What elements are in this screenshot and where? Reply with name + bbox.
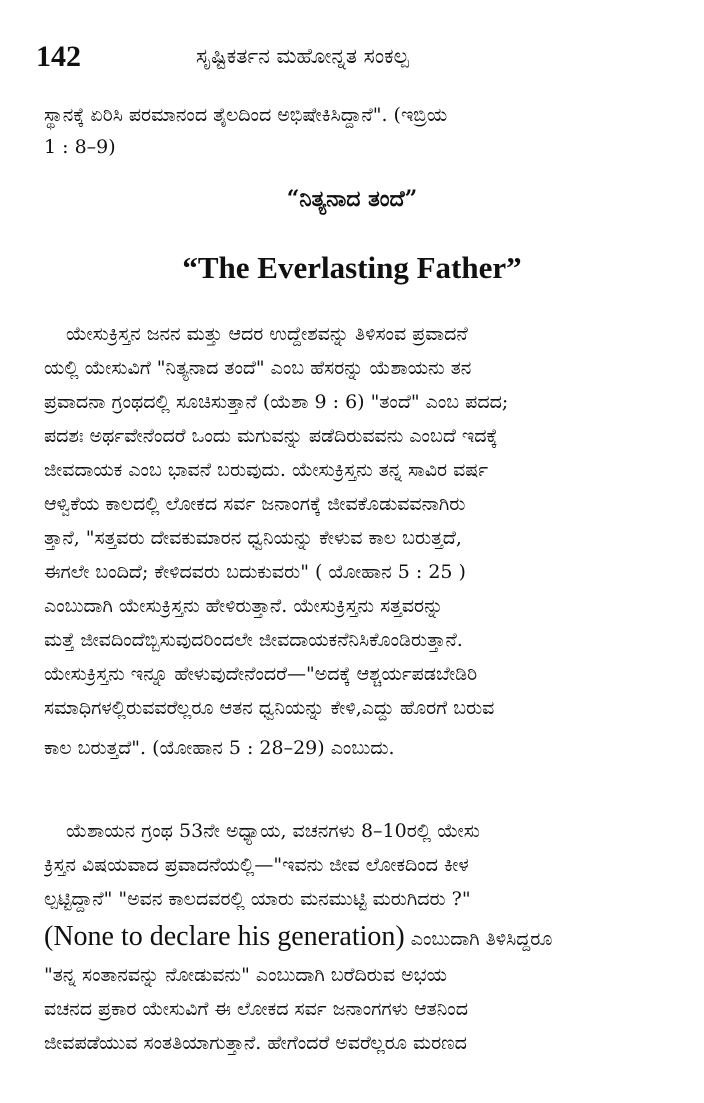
- english-inline-quote: (None to declare his generation): [44, 921, 405, 952]
- text-line: ಆಳ್ವಿಕೆಯ ಕಾಲದಲ್ಲಿ ಲೋಕದ ಸರ್ವ ಜನಾಂಗಕ್ಕೆ ಜೀವಕೊಡುವವನಾಗಿರು: [44, 493, 466, 515]
- text-line: ಕ್ರಿಸ್ತನ ವಿಷಯವಾದ ಪ್ರವಾದನೆಯಲ್ಲಿ—"ಇವನು ಜೀವ ಲೋಕದಿಂದ ಕೀಳ: [44, 854, 469, 876]
- text-line: ಲ್ಪಟ್ಟಿದ್ದಾನೆ" "ಅವನ ಕಾಲದವರಲ್ಲಿ ಯಾರು ಮನಮುಟ್ಟಿ ಮರುಗಿದರು ?": [44, 888, 471, 910]
- text-line: ಪ್ರವಾದನಾ ಗ್ರಂಥದಲ್ಲಿ ಸೂಚಿಸುತ್ತಾನೆ (ಯೆಶಾ 9 : 6) "ತಂದೆ" ಎಂಬ ಪದದ;: [44, 391, 509, 413]
- text-line: ಈಗಲೇ ಬಂದಿದೆ; ಕೇಳಿದವರು ಬದುಕುವರು" ( ಯೋಹಾನ 5 : 25 ): [44, 561, 466, 583]
- text-line: ವಚನದ ಪ್ರಕಾರ ಯೇಸುವಿಗೆ ಈ ಲೋಕದ ಸರ್ವ ಜನಾಂಗಗಳು ಆತನಿಂದ: [44, 998, 468, 1020]
- text-line: ಎಂಬುದಾಗಿ ಯೇಸುಕ್ರಿಸ್ತನು ಹೇಳಿರುತ್ತಾನೆ. ಯೇಸುಕ್ರಿಸ್ತನು ಸತ್ತವರನ್ನು: [44, 595, 444, 617]
- running-title: ಸೃಷ್ಟಿಕರ್ತನ ಮಹೋನ್ನತ ಸಂಕಲ್ಪ: [196, 44, 409, 68]
- text-line: ತ್ತಾನೆ, "ಸತ್ತವರು ದೇವಕುಮಾರನ ಧ್ವನಿಯನ್ನು ಕೇಳುವ ಕಾಲ ಬರುತ್ತದೆ,: [44, 527, 462, 549]
- section-heading-english: “The Everlasting Father”: [182, 250, 522, 285]
- text-line: 1 : 8–9): [44, 136, 116, 158]
- text-line-mixed: [44, 920, 664, 956]
- text-line: ಯಲ್ಲಿ ಯೇಸುವಿಗೆ "ನಿತ್ಯನಾದ ತಂದೆ" ಎಂಬ ಹೆಸರನ್ನು ಯೆಶಾಯನು ತನ: [44, 357, 472, 379]
- text-line: ಪದಶಃ ಅರ್ಥವೇನೆಂದರೆ ಒಂದು ಮಗುವನ್ನು ಪಡೆದಿರುವವನು ಎಂಬದೆ ಇದಕ್ಕೆ: [44, 425, 498, 447]
- text-line: ಯೇಸುಕ್ರಿಸ್ತನು ಇನ್ನೂ ಹೇಳುವುದೇನೆಂದರೆ—"ಅದಕ್ಕೆ ಆಶ್ಚರ್ಯಪಡಬೇಡಿರಿ: [44, 663, 478, 685]
- page-number: 142: [36, 40, 81, 73]
- text-line: ಯೇಸುಕ್ರಿಸ್ತನ ಜನನ ಮತ್ತು ಆದರ ಉದ್ದೇಶವನ್ನು ತಿಳಿಸಂವ ಪ್ರವಾದನೆ: [66, 323, 468, 345]
- text-line: ಯೆಶಾಯನ ಗ್ರಂಥ 53ನೇ ಅಧ್ಯಾಯ, ವಚನಗಳು 8–10ರಲ್ಲಿ ಯೇಸು: [66, 820, 480, 842]
- text-fragment: ಎಂಬುದಾಗಿ ತಿಳಿಸಿದ್ದರೂ: [410, 928, 553, 950]
- text-line: ಮತ್ತೆ ಜೀವದಿಂದೆಬ್ಬಿಸುವುದರಿಂದಲೇ ಜೀವದಾಯಕನೆನಿಸಿಕೊಂಡಿರುತ್ತಾನೆ.: [44, 629, 463, 651]
- text-line: ಸಮಾಧಿಗಳಲ್ಲಿರುವವರೆಲ್ಲರೂ ಆತನ ಧ್ವನಿಯನ್ನು ಕೇಳಿ,ಎದ್ದು ಹೊರಗೆ ಬರುವ: [44, 697, 495, 719]
- text-line: ಸ್ಥಾನಕ್ಕೆ ಏರಿಸಿ ಪರಮಾನಂದ ತೈಲದಿಂದ ಅಭಿಷೇಕಿಸಿದ್ದಾನೆ". (ಇಬ್ರಿಯ: [44, 104, 448, 126]
- text-line: "ತನ್ನ ಸಂತಾನವನ್ನು ನೋಡುವನು" ಎಂಬುದಾಗಿ ಬರೆದಿರುವ ಅಭಯ: [44, 964, 447, 986]
- text-line: ಜೀವದಾಯಕ ಎಂಬ ಭಾವನೆ ಬರುವುದು. ಯೇಸುಕ್ರಿಸ್ತನು ತನ್ನ ಸಾವಿರ ವರ್ಷ: [44, 459, 489, 481]
- section-heading-kannada: “ನಿತ್ಯನಾದ ತಂದೆ”: [286, 186, 418, 212]
- text-line: ಜೀವಪಡೆಯುವ ಸಂತತಿಯಾಗುತ್ತಾನೆ. ಹೇಗೆಂದರೆ ಅವರೆಲ್ಲರೂ ಮರಣದ: [44, 1032, 467, 1054]
- text-line: ಕಾಲ ಬರುತ್ತದೆ". (ಯೋಹಾನ 5 : 28–29) ಎಂಬುದು.: [44, 737, 395, 759]
- page-header: [36, 40, 666, 80]
